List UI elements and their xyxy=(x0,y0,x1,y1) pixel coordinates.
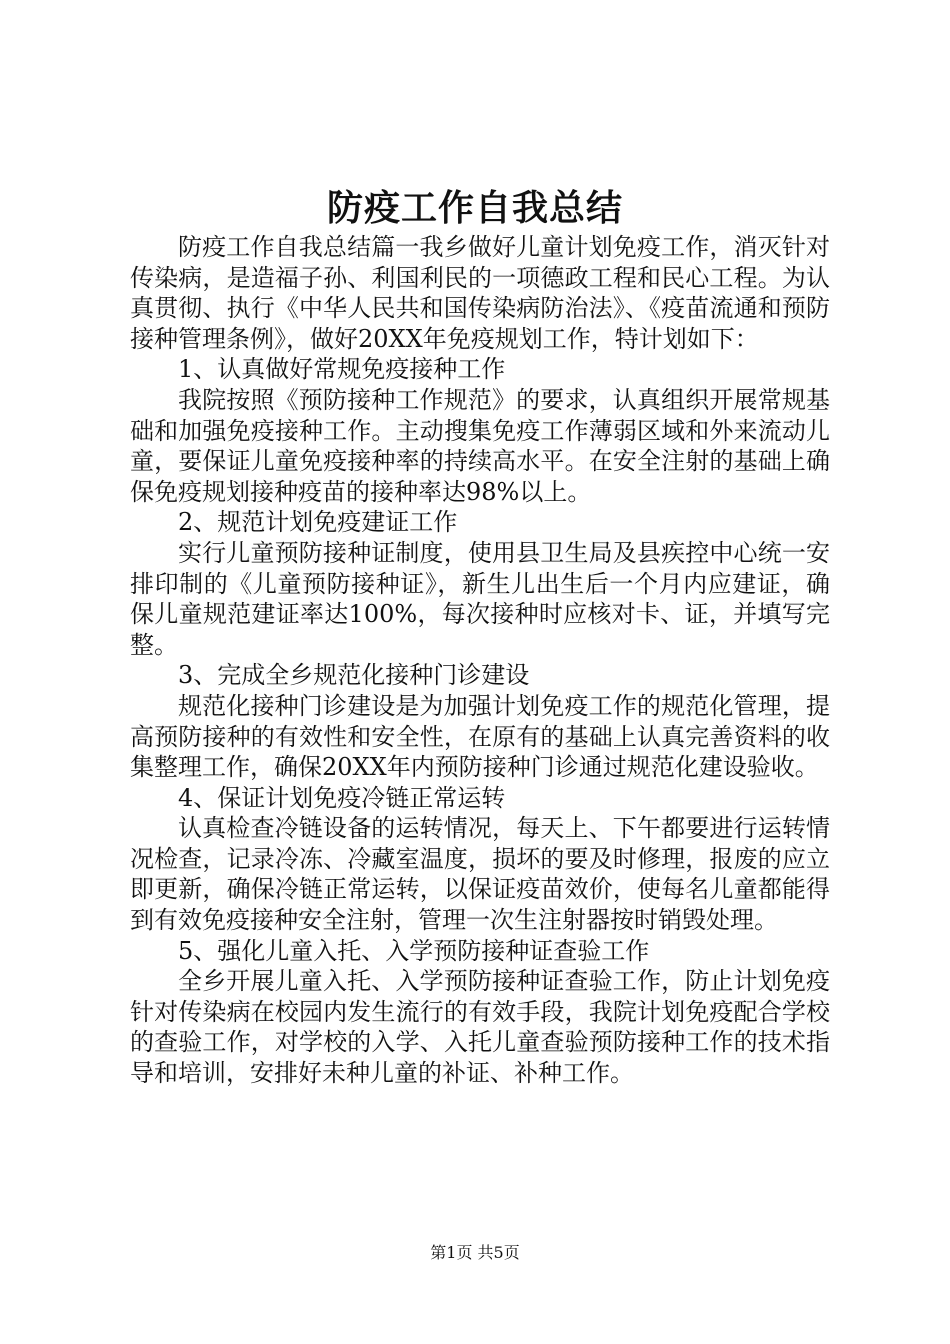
section-heading-1: 1、认真做好常规免疫接种工作 xyxy=(178,355,506,384)
intro-paragraph: 防疫工作自我总结篇一我乡做好儿童计划免疫工作，消灭针对传染病，是造福子孙、利国利民的一项德政工程和民心工程。为认真贯彻、执行《中华人民共和国传染病防治法》、《疫苗流通和预防接种管理条例》，做好20XX年免疫规划工作，特计划如下： xyxy=(130,233,830,353)
document-title: 防疫工作自我总结 xyxy=(326,187,623,229)
section-paragraph-5: 全乡开展儿童入托、入学预防接种证查验工作，防止计划免疫针对传染病在校园内发生流行的有效手段，我院计划免疫配合学校的查验工作，对学校的入学、入托儿童查验预防接种工作的技术指导和培训，安排好未种儿童的补证、补种工作。 xyxy=(130,967,830,1088)
section-heading-2: 2、规范计划免疫建证工作 xyxy=(178,508,458,537)
section-paragraph-3: 规范化接种门诊建设是为加强计划免疫工作的规范化管理，提高预防接种的有效性和安全性，在原有的基础上认真完善资料的收集整理工作，确保20XX年内预防接种门诊通过规范化建设验收。 xyxy=(130,691,830,782)
document-body xyxy=(130,232,830,1089)
section-heading-3: 3、完成全乡规范化接种门诊建设 xyxy=(178,661,530,690)
section-paragraph-1: 我院按照《预防接种工作规范》的要求，认真组织开展常规基础和加强免疫接种工作。主动搜集免疫工作薄弱区域和外来流动儿童，要保证儿童免疫接种率的持续高水平。在安全注射的基础上确保免疫规划接种疫苗的接种率达98%以上。 xyxy=(130,385,830,506)
section-heading-4: 4、保证计划免疫冷链正常运转 xyxy=(178,783,506,812)
section-heading-5: 5、强化儿童入托、入学预防接种证查验工作 xyxy=(178,936,650,965)
section-paragraph-4: 认真检查冷链设备的运转情况，每天上、下午都要进行运转情况检查，记录冷冻、冷藏室温度，损坏的要及时修理，报废的应立即更新，确保冷链正常运转，以保证疫苗效价，使每名儿童都能得到有效免疫接种安全注射，管理一次生注射器按时销毁处理。 xyxy=(130,814,830,935)
section-paragraph-2: 实行儿童预防接种证制度，使用县卫生局及县疾控中心统一安排印制的《儿童预防接种证》，新生儿出生后一个月内应建证，确保儿童规范建证率达100%，每次接种时应核对卡、证，并填写完整。 xyxy=(130,538,830,659)
page-number-footer: 第1页 共5页 xyxy=(430,1243,520,1262)
